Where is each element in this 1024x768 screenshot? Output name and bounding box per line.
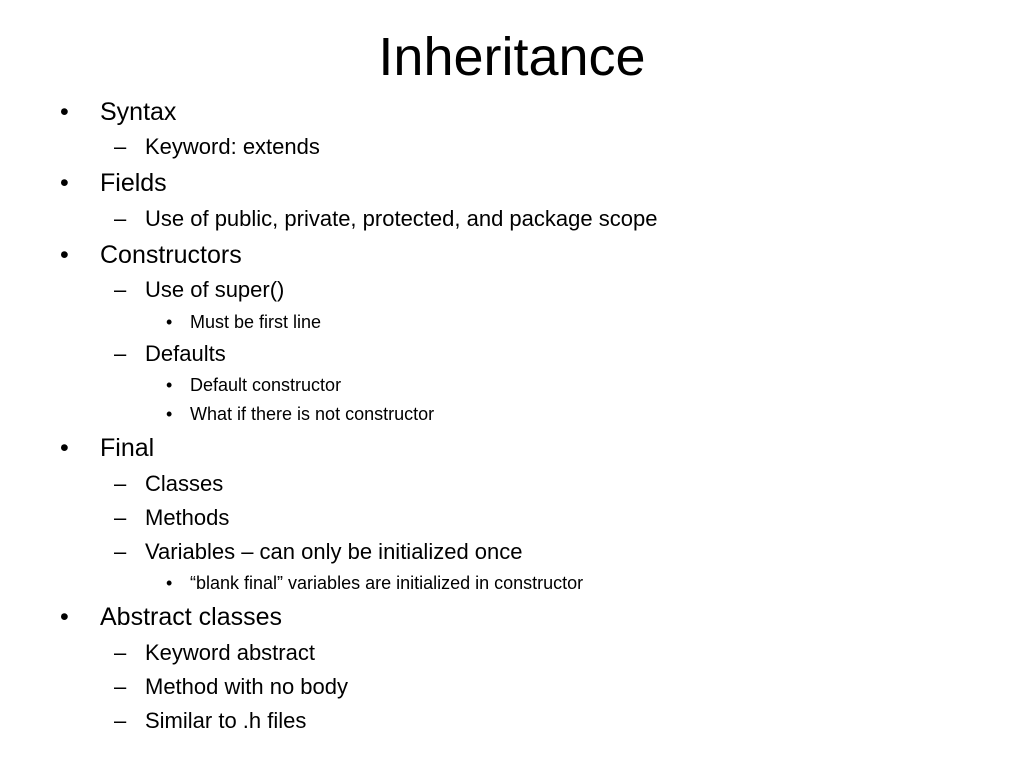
sub-bullet-item <box>145 471 223 497</box>
sub-bullet-item <box>145 206 657 232</box>
bullet-marker <box>60 240 69 270</box>
slide-title: Inheritance <box>378 27 646 87</box>
sub-sub-bullet-text: “blank final” variables are initialized in constructor <box>190 573 584 593</box>
sub-sub-bullet-item <box>190 374 341 396</box>
sub-sub-bullet-item <box>190 403 434 425</box>
sub-bullet-item <box>145 539 523 565</box>
dash-marker <box>114 708 126 734</box>
dash-marker <box>114 341 126 367</box>
sub-sub-bullet-item <box>190 311 321 333</box>
bullet-text: Syntax <box>100 98 177 126</box>
sub-bullet-text: Keyword: extends <box>145 134 320 159</box>
bullet-marker <box>166 311 172 333</box>
dash-marker <box>114 640 126 666</box>
sub-bullet-text: Similar to .h files <box>145 708 307 733</box>
sub-bullet-text: Use of public, private, protected, and package scope <box>145 206 658 231</box>
sub-bullet-item <box>145 708 306 734</box>
dash-marker <box>114 134 126 160</box>
sub-bullet-text: Variables – can only be initialized once <box>145 539 523 564</box>
bullet-marker <box>166 374 172 396</box>
bullet-item <box>100 602 282 632</box>
sub-bullet-item <box>145 277 284 303</box>
sub-bullet-item <box>145 134 320 160</box>
sub-sub-bullet-text: Default constructor <box>190 375 342 395</box>
bullet-text: Abstract classes <box>100 603 283 631</box>
sub-bullet-text: Classes <box>145 471 224 496</box>
bullet-text: Final <box>100 434 155 462</box>
bullet-marker <box>60 433 69 463</box>
bullet-marker <box>60 97 69 127</box>
dash-marker <box>114 674 126 700</box>
bullet-item <box>100 97 176 127</box>
bullet-text: Constructors <box>100 241 242 269</box>
sub-sub-bullet-item <box>190 572 583 594</box>
bullet-marker <box>166 572 172 594</box>
bullet-marker <box>60 602 69 632</box>
dash-marker <box>114 539 126 565</box>
bullet-item <box>100 168 167 198</box>
sub-bullet-item <box>145 505 229 531</box>
bullet-item <box>100 433 154 463</box>
bullet-text: Fields <box>100 169 167 197</box>
dash-marker <box>114 505 126 531</box>
sub-bullet-text: Method with no body <box>145 674 349 699</box>
sub-bullet-text: Keyword abstract <box>145 640 315 665</box>
sub-bullet-item <box>145 640 315 666</box>
sub-bullet-item <box>145 674 348 700</box>
sub-sub-bullet-text: Must be first line <box>190 312 322 332</box>
bullet-marker <box>166 403 172 425</box>
bullet-item <box>100 240 242 270</box>
sub-bullet-text: Methods <box>145 505 230 530</box>
dash-marker <box>114 206 126 232</box>
sub-bullet-item <box>145 341 226 367</box>
bullet-marker <box>60 168 69 198</box>
sub-bullet-text: Defaults <box>145 341 226 366</box>
sub-bullet-text: Use of super() <box>145 277 285 302</box>
dash-marker <box>114 277 126 303</box>
sub-sub-bullet-text: What if there is not constructor <box>190 404 435 424</box>
dash-marker <box>114 471 126 497</box>
